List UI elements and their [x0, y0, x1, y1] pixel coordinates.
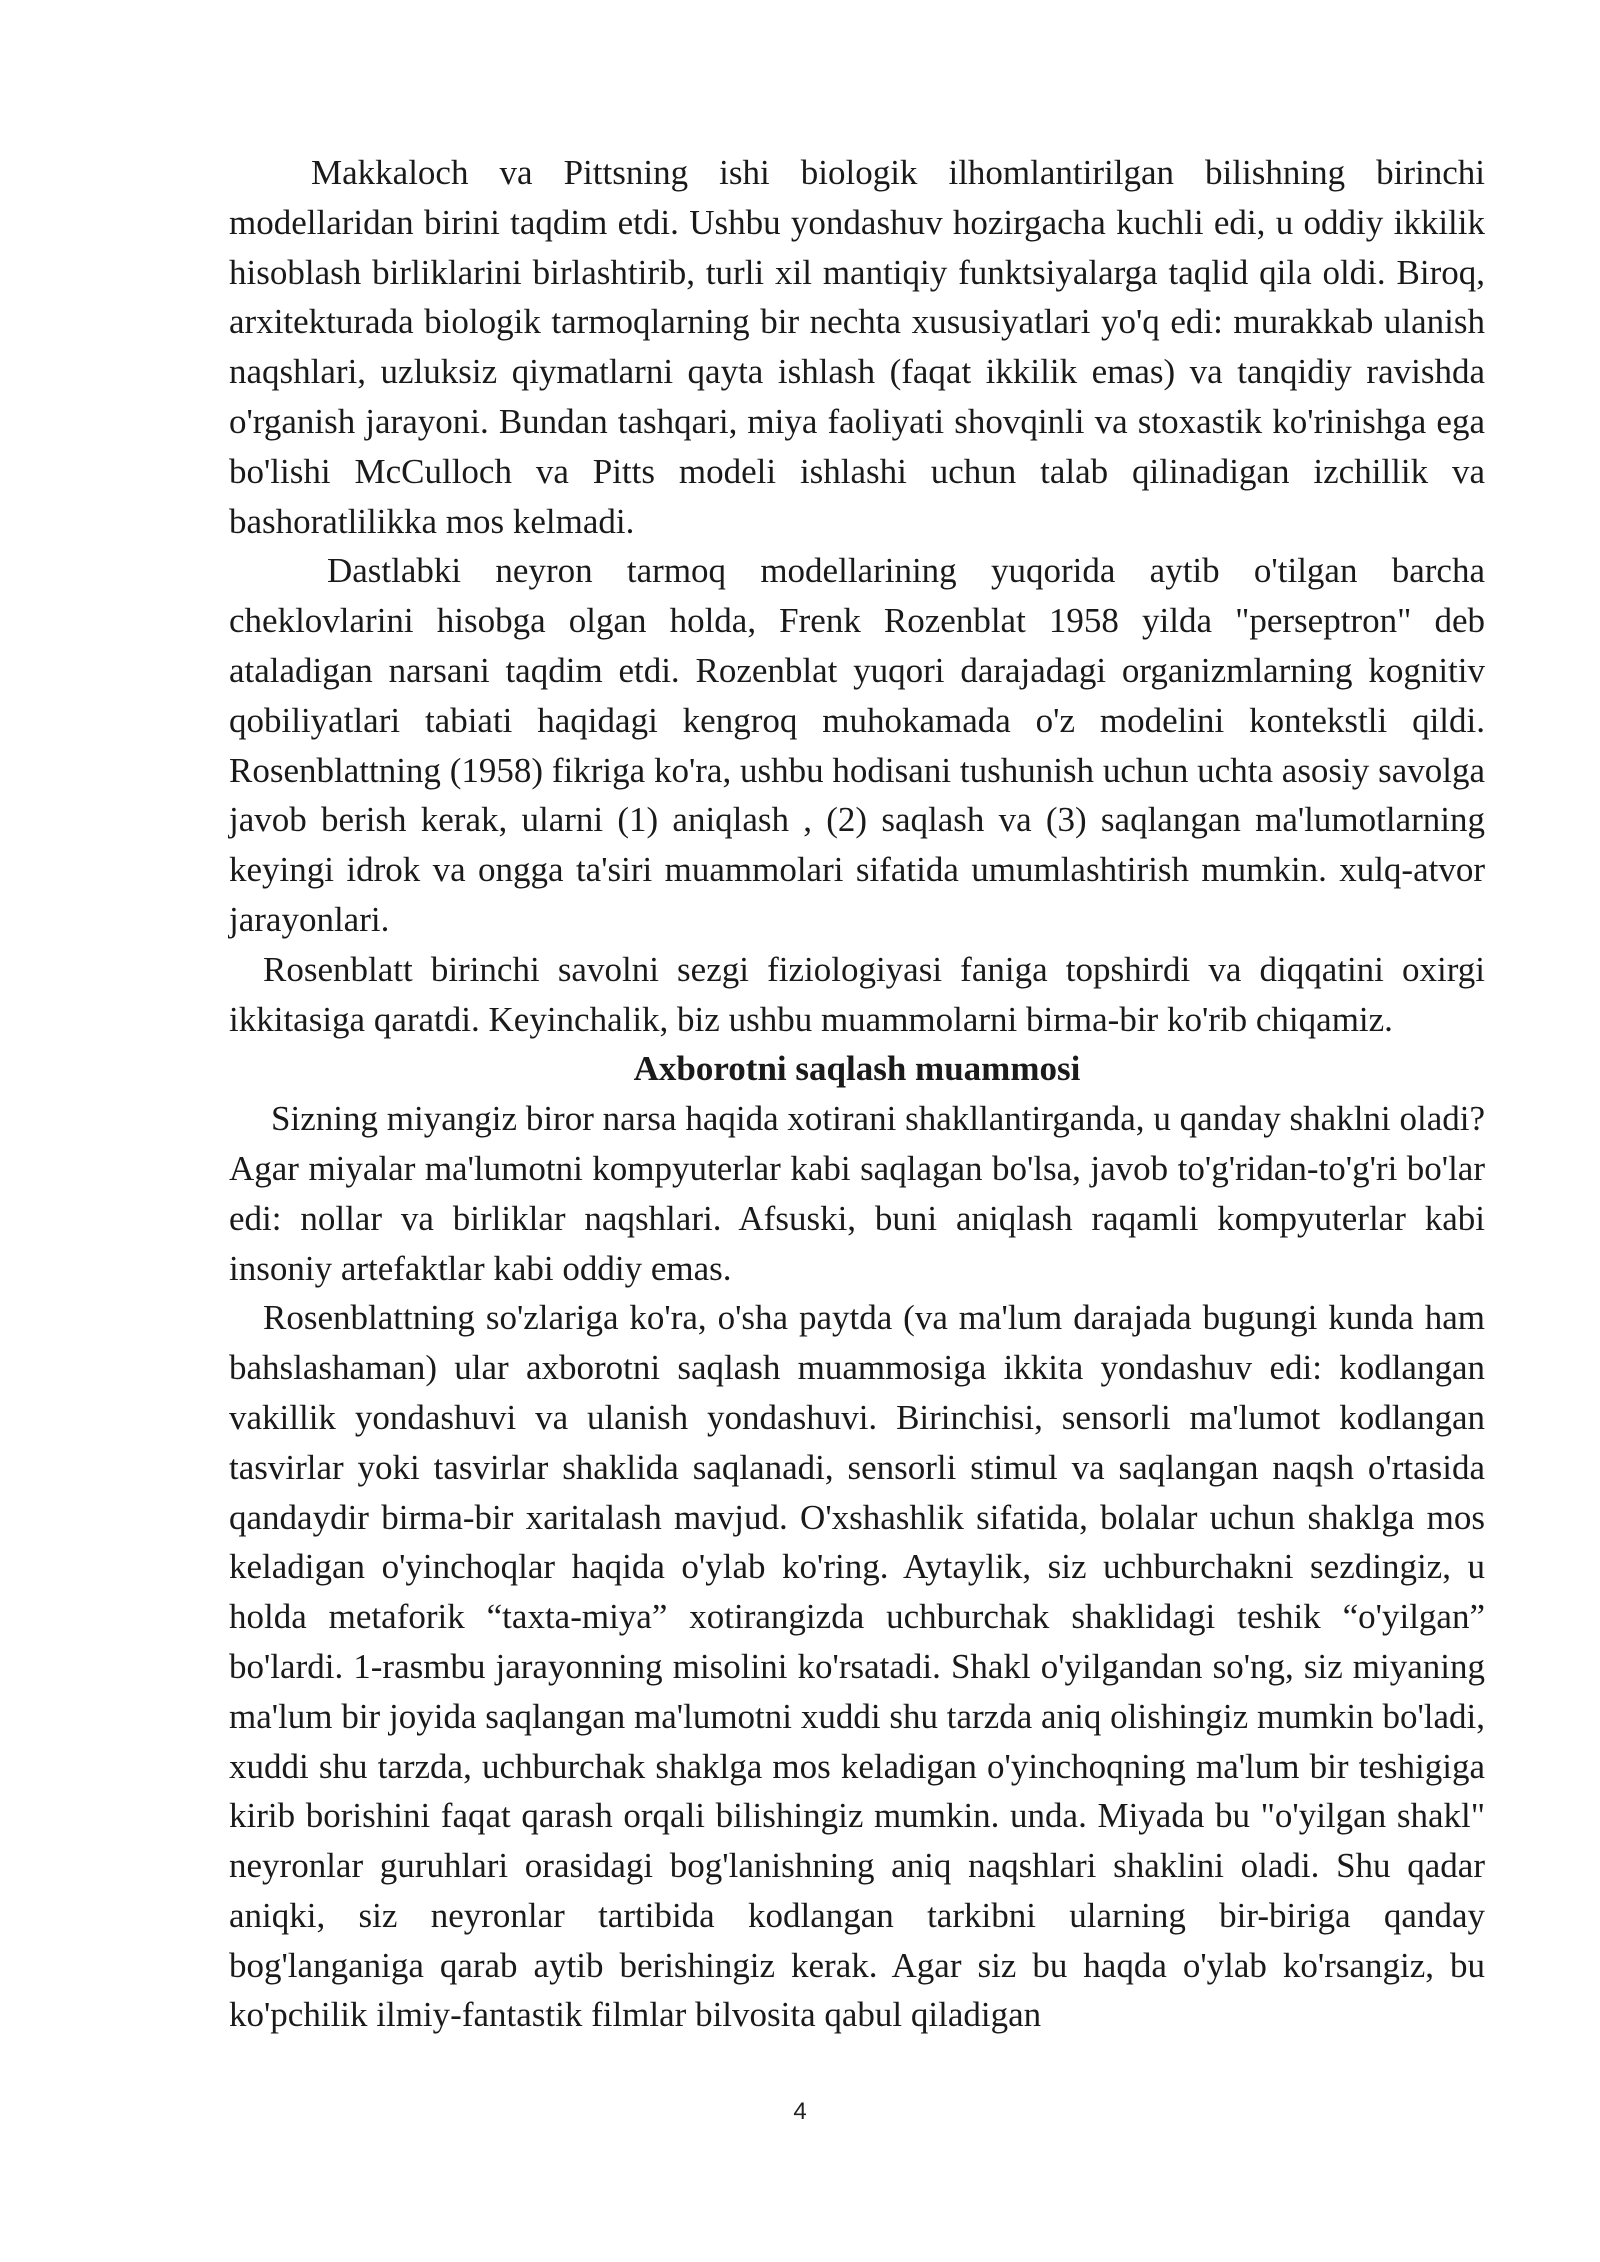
body-paragraph: Dastlabki neyron tarmoq modellarining yuqorida aytib o'tilgan barcha cheklovlarini hisobga olgan holda, Frenk Rozenblat 1958 yilda "perseptron" deb ataladigan narsani taqdim etdi. Rozenblat yuqori darajadagi organizmlarning kognitiv qobiliyatlari tabiati haqidagi kengroq muhokamada o'z modelini kontekstli qildi. Rosenblattning (1958) fikriga ko'ra, ushbu hodisani tushunish uchun uchta asosiy savolga javob berish kerak, ularni (1) aniqlash , (2) saqlash va (3) saqlangan ma'lumotlarning keyingi idrok va ongga ta'siri muammolari sifatida umumlashtirish mumkin. xulq-atvor jarayonlari.: [229, 551, 1485, 939]
body-paragraph: Sizning miyangiz biror narsa haqida xotirani shakllantirganda, u qanday shaklni oladi? Agar miyalar ma'lumotni kompyuterlar kabi saqlagan bo'lsa, javob to'g'ridan-to'g'ri bo'lar edi: nollar va birliklar naqshlari. Afsuski, buni aniqlash raqamli kompyuterlar kabi insoniy artefaktlar kabi oddiy emas.: [229, 1099, 1485, 1288]
body-paragraph: Makkaloch va Pittsning ishi biologik ilhomlantirilgan bilishning birinchi modellaridan birini taqdim etdi. Ushbu yondashuv hozirgacha kuchli edi, u oddiy ikkilik hisoblash birliklarini birlashtirib, turli xil mantiqiy funktsiyalarga taqlid qila oldi. Biroq, arxitekturada biologik tarmoqlarning bir nechta xususiyatlari yo'q edi: murakkab ulanish naqshlari, uzluksiz qiymatlarni qayta ishlash (faqat ikkilik emas) va tanqidiy ravishda o'rganish jarayoni. Bundan tashqari, miya faoliyati shovqinli va stoxastik ko'rinishga ega bo'lishi McCulloch va Pitts modeli ishlashi uchun talab qilinadigan izchillik va bashoratlilikka mos kelmadi.: [229, 153, 1485, 541]
body-paragraph: Rosenblattning so'zlariga ko'ra, o'sha paytda (va ma'lum darajada bugungi kunda ham bahslashaman) ular axborotni saqlash muammosiga ikkita yondashuv edi: kodlangan vakillik yondashuvi va ulanish yondashuvi. Birinchisi, sensorli ma'lumot kodlangan tasvirlar yoki tasvirlar shaklida saqlanadi, sensorli stimul va saqlangan naqsh o'rtasida qandaydir birma-bir xaritalash mavjud. O'xshashlik sifatida, bolalar uchun shaklga mos keladigan o'yinchoqlar haqida o'ylab ko'ring. Aytaylik, siz uchburchakni sezdingiz, u holda metaforik “taxta-miya” xotirangizda uchburchak shaklidagi teshik “o'yilgan” bo'lardi. 1-rasmbu jarayonning misolini ko'rsatadi. Shakl o'yilgandan so'ng, siz miyaning ma'lum bir joyida saqlangan ma'lumotni xuddi shu tarzda aniq olishingiz mumkin bo'ladi, xuddi shu tarzda, uchburchak shaklga mos keladigan o'yinchoqning ma'lum bir teshigiga kirib borishini faqat qarash orqali bilishingiz mumkin. unda. Miyada bu "o'yilgan shakl" neyronlar guruhlari orasidagi bog'lanishning aniq naqshlari shaklini oladi. Shu qadar aniqki, siz neyronlar tartibida kodlangan tarkibni ularning bir-biriga qanday bog'langaniga qarab aytib berishingiz kerak. Agar siz bu haqda o'ylab ko'rsangiz, bu ko'pchilik ilmiy-fantastik filmlar bilvosita qabul qiladigan: [229, 1298, 1485, 2035]
document-page: [229, 148, 1485, 2040]
section-heading: Axborotni saqlash muammosi: [633, 1049, 1081, 1089]
body-paragraph: Rosenblatt birinchi savolni sezgi fiziologiyasi faniga topshirdi va diqqatini oxirgi ikkitasiga qaratdi. Keyinchalik, biz ushbu muammolarni birma-bir ko'rib chiqamiz.: [229, 949, 1485, 1039]
page-number: 4: [793, 2098, 807, 2125]
